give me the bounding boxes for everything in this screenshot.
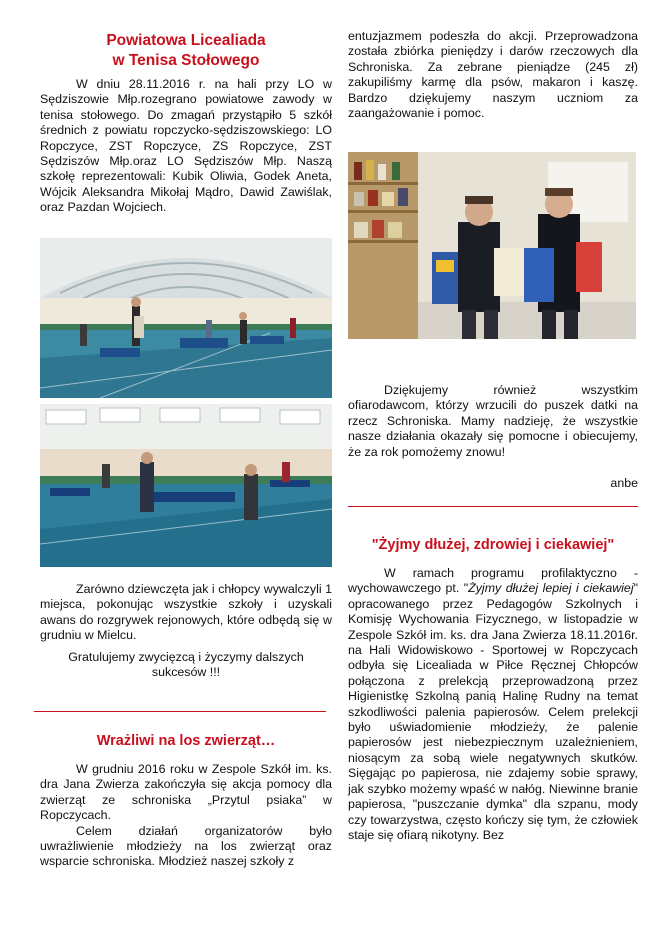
article-paragraph	[348, 566, 638, 843]
article-paragraph: W grudniu 2016 roku w Zespole Szkół im. ks. dra Jana Zwierza zakończyła się akcja pomocy dla zwierząt ze schroniska „Przytul psiaka” w Ropczycach.	[40, 762, 332, 823]
article-animals-end	[348, 383, 638, 491]
congratulations-text: Gratulujemy zwycięzcą i życzymy dalszych sukcesów !!!	[68, 649, 304, 680]
section-divider	[348, 506, 638, 507]
article-title-line1: Powiatowa Licealiada	[106, 32, 266, 49]
photo-graphic	[348, 152, 636, 339]
photo-students-donations	[348, 152, 636, 339]
photo-table-tennis-hall-1	[40, 238, 332, 398]
article-table-tennis	[40, 31, 332, 216]
article-paragraph: Zarówno dziewczęta jak i chłopcy wywalczyli 1 miejsca, pokonując wszystkie szkoły i uzyskali awans do rozgrywek rejonowych, które odbędą się w grudniu w Mielcu.	[40, 582, 332, 643]
article-paragraph: Celem działań organizatorów było uwrażliwienie młodzieży na los zwierząt oraz wsparcie schroniska. Młodzież naszej szkoły z	[40, 823, 332, 869]
section-divider	[34, 711, 326, 712]
article-title: Wrażliwi na los zwierząt…	[96, 733, 276, 749]
photo-graphic	[40, 404, 332, 567]
article-paragraph: entuzjazmem podeszła do akcji. Przeprowadzona została zbiórka pieniędzy i darów rzeczowych dla Schroniska. Za zebrane pieniądze (245 zł) zakupiliśmy karmę dla psów, makaron i kaszę. Bardzo dziękujemy naszym uczniom za zaangażowanie i pomoc.	[348, 29, 638, 121]
program-name: Żyjmy dłużej lepiej i ciekawiej	[468, 581, 634, 596]
article-anti-smoking	[348, 536, 638, 843]
photo-table-tennis-hall-2	[40, 404, 332, 567]
paragraph-start: W ramach programu profilaktyczno - wychowawczego pt. "	[348, 566, 638, 596]
article-title-line2: w Tenisa Stołowego	[112, 52, 260, 69]
article-animals	[40, 732, 332, 870]
signature: anbe	[610, 476, 638, 491]
article-table-tennis-continued	[40, 582, 332, 680]
article-paragraph: Dziękujemy również wszystkim ofiarodawcom, którzy wrzucili do puszek datki na rzecz Schroniska. Mamy nadzieję, że wszystkie nasze działania okazały się pomocne i obiecujemy, że za rok pomożemy znowu!	[348, 383, 638, 459]
article-animals-continued	[348, 29, 638, 121]
paragraph-rest: " opracowanego przez Pedagogów Szkolnych i Komisję Wychowania Fizycznego, w listopadzie w Zespole Szkół im. ks. dra Jana Zwierza 18.11.2016r. na Hali Widowiskowo - Sportowej w Ropczycach odbyła się Licealiada w Piłce Ręcznej Chłopców połączona z prelekcją przeprowadzoną przez Higienistkę Szkolną panią Halinę Rudny na temat szkodliwości palenia papierosów. Celem prelekcji było uświadomienie młodzieży, że palenie papierosów jest niebezpiecznym uzależnieniem, niosącym za sobą wiele negatywnych skutków. Sięgając po papierosa, nie zdajemy sobie sprawy, jak szybko możemy wpaść w nałóg. Niewinne branie papierosa, "puszczanie dymka" dla szpanu, mody czy towarzystwa, często kończy się tym, że człowiek staje się ofiarą nikotyny. Bez	[348, 581, 638, 842]
article-paragraph: W dniu 28.11.2016 r. na hali przy LO w Sędziszowie Młp.rozegrano powiatowe zawody w tenisa stołowego. Do zmagań przystąpiło 5 szkół średnich z powiatu ropczycko-sędziszowskiego: LO Ropczyce, ZST Ropczyce, ZS Ropczyce, ZST Sędziszów Młp.oraz LO Sędziszów Młp. Naszą szkołę reprezentowali: Kubik Oliwia, Godek Aneta, Wójcik Aleksandra Mikołaj Mądro, Dawid Zawiślak, oraz Pazdan Wojciech.	[40, 77, 332, 215]
article-title: "Żyjmy dłużej, zdrowiej i ciekawiej"	[371, 537, 615, 553]
photo-graphic	[40, 238, 332, 398]
